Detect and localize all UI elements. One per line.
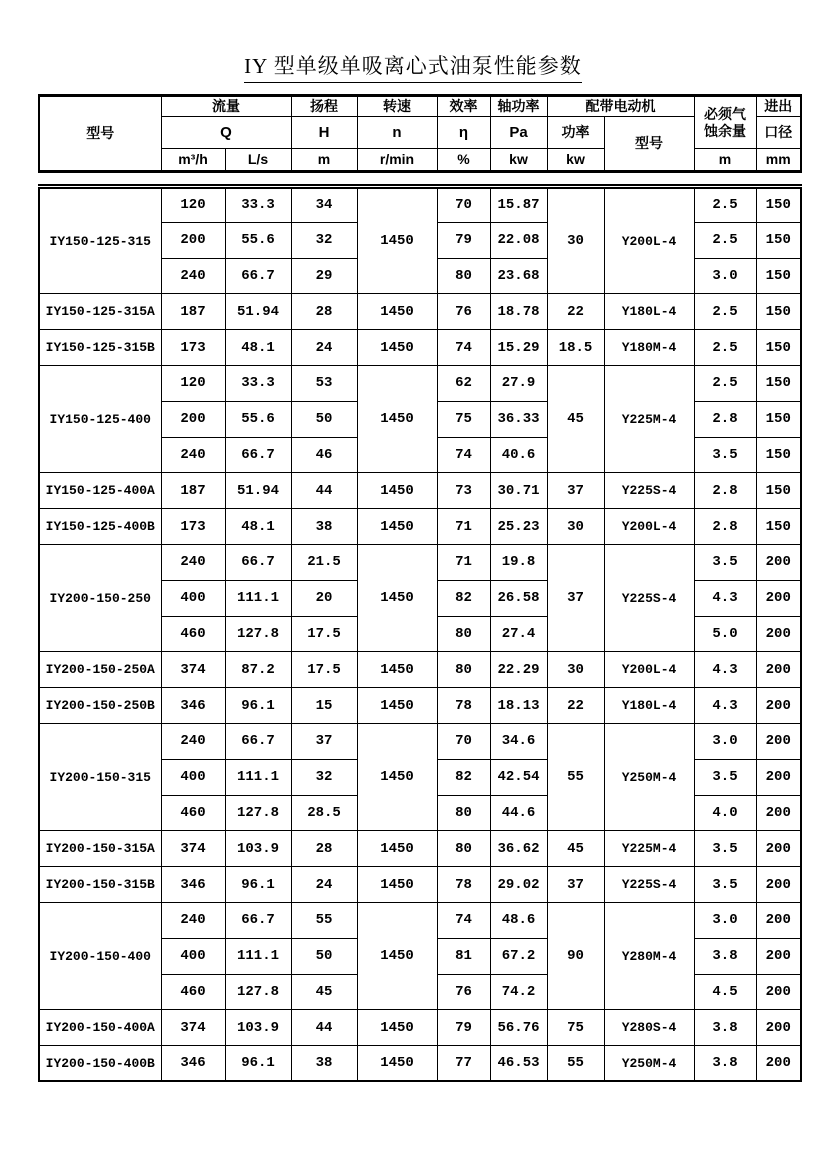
- cell-flow-ls: 48.1: [225, 330, 291, 366]
- cell-flow-ls: 66.7: [225, 902, 291, 938]
- cell-shaft-power-kw: 67.2: [490, 938, 547, 974]
- cell-npsh-m: 3.5: [694, 867, 756, 903]
- cell-efficiency-pct: 81: [437, 938, 490, 974]
- cell-diameter-mm: 200: [756, 1046, 801, 1082]
- header-head-symbol: H: [291, 117, 357, 149]
- cell-flow-m3h: 240: [161, 437, 225, 473]
- cell-speed-rpm: 1450: [357, 1010, 437, 1046]
- cell-motor-model: Y225S-4: [604, 544, 694, 651]
- cell-speed-rpm: 1450: [357, 473, 437, 509]
- cell-head-m: 50: [291, 401, 357, 437]
- cell-flow-m3h: 374: [161, 831, 225, 867]
- cell-efficiency-pct: 80: [437, 258, 490, 294]
- table-row: [39, 902, 801, 938]
- cell-motor-power-kw: 45: [547, 831, 604, 867]
- cell-flow-ls: 33.3: [225, 365, 291, 401]
- cell-head-m: 38: [291, 509, 357, 545]
- cell-pump-model: IY200-150-400A: [39, 1010, 161, 1046]
- cell-motor-power-kw: 90: [547, 902, 604, 1009]
- cell-npsh-m: 4.3: [694, 688, 756, 724]
- cell-diameter-mm: 150: [756, 187, 801, 223]
- cell-head-m: 21.5: [291, 544, 357, 580]
- data-table: [38, 184, 802, 1082]
- cell-motor-model: Y180L-4: [604, 294, 694, 330]
- cell-diameter-mm: 150: [756, 258, 801, 294]
- header-flow-symbol: Q: [161, 117, 291, 149]
- cell-motor-power-kw: 22: [547, 294, 604, 330]
- cell-flow-ls: 103.9: [225, 831, 291, 867]
- cell-flow-ls: 111.1: [225, 759, 291, 795]
- cell-speed-rpm: 1450: [357, 723, 437, 830]
- header-eff-unit: %: [437, 149, 490, 172]
- cell-flow-ls: 111.1: [225, 580, 291, 616]
- cell-flow-m3h: 120: [161, 187, 225, 223]
- cell-flow-ls: 127.8: [225, 795, 291, 831]
- cell-npsh-m: 3.8: [694, 1046, 756, 1082]
- cell-efficiency-pct: 79: [437, 222, 490, 258]
- cell-motor-power-kw: 18.5: [547, 330, 604, 366]
- cell-head-m: 45: [291, 974, 357, 1010]
- cell-diameter-mm: 200: [756, 867, 801, 903]
- cell-pump-model: IY150-125-315B: [39, 330, 161, 366]
- cell-shaft-power-kw: 42.54: [490, 759, 547, 795]
- cell-shaft-power-kw: 22.29: [490, 652, 547, 688]
- cell-diameter-mm: 200: [756, 974, 801, 1010]
- cell-speed-rpm: 1450: [357, 187, 437, 294]
- cell-flow-ls: 87.2: [225, 652, 291, 688]
- cell-pump-model: IY150-125-315A: [39, 294, 161, 330]
- table-row: [39, 330, 801, 366]
- cell-shaft-power-kw: 56.76: [490, 1010, 547, 1046]
- cell-flow-ls: 66.7: [225, 723, 291, 759]
- cell-flow-m3h: 173: [161, 330, 225, 366]
- cell-diameter-mm: 150: [756, 330, 801, 366]
- cell-efficiency-pct: 80: [437, 616, 490, 652]
- cell-flow-ls: 33.3: [225, 187, 291, 223]
- cell-pump-model: IY150-125-400: [39, 365, 161, 472]
- cell-shaft-power-kw: 36.62: [490, 831, 547, 867]
- cell-head-m: 28: [291, 831, 357, 867]
- cell-diameter-mm: 200: [756, 902, 801, 938]
- table-row: [39, 473, 801, 509]
- cell-efficiency-pct: 80: [437, 652, 490, 688]
- cell-motor-power-kw: 55: [547, 723, 604, 830]
- cell-head-m: 37: [291, 723, 357, 759]
- table-row: [39, 1010, 801, 1046]
- cell-diameter-mm: 150: [756, 222, 801, 258]
- cell-shaft-power-kw: 48.6: [490, 902, 547, 938]
- cell-efficiency-pct: 75: [437, 401, 490, 437]
- cell-npsh-m: 4.0: [694, 795, 756, 831]
- cell-npsh-m: 4.3: [694, 580, 756, 616]
- header-motor-power-unit: kw: [547, 149, 604, 172]
- cell-flow-ls: 48.1: [225, 509, 291, 545]
- cell-flow-ls: 127.8: [225, 974, 291, 1010]
- cell-head-m: 17.5: [291, 616, 357, 652]
- cell-efficiency-pct: 73: [437, 473, 490, 509]
- cell-flow-m3h: 460: [161, 795, 225, 831]
- cell-flow-m3h: 187: [161, 294, 225, 330]
- cell-flow-ls: 103.9: [225, 1010, 291, 1046]
- cell-motor-model: Y200L-4: [604, 652, 694, 688]
- cell-efficiency-pct: 70: [437, 723, 490, 759]
- cell-motor-power-kw: 30: [547, 509, 604, 545]
- cell-npsh-m: 3.5: [694, 544, 756, 580]
- table-row: [39, 867, 801, 903]
- cell-diameter-mm: 200: [756, 544, 801, 580]
- cell-flow-m3h: 374: [161, 652, 225, 688]
- cell-head-m: 38: [291, 1046, 357, 1082]
- header-eff-symbol: η: [437, 117, 490, 149]
- cell-flow-m3h: 200: [161, 401, 225, 437]
- table-row: [39, 365, 801, 401]
- cell-diameter-mm: 200: [756, 759, 801, 795]
- table-row: [39, 187, 801, 223]
- cell-shaft-power-kw: 15.29: [490, 330, 547, 366]
- cell-efficiency-pct: 74: [437, 437, 490, 473]
- cell-efficiency-pct: 80: [437, 795, 490, 831]
- cell-motor-power-kw: 30: [547, 652, 604, 688]
- cell-efficiency-pct: 76: [437, 974, 490, 1010]
- cell-npsh-m: 3.0: [694, 723, 756, 759]
- cell-diameter-mm: 150: [756, 437, 801, 473]
- cell-speed-rpm: 1450: [357, 544, 437, 651]
- cell-motor-model: Y180L-4: [604, 688, 694, 724]
- cell-flow-m3h: 240: [161, 258, 225, 294]
- cell-head-m: 32: [291, 222, 357, 258]
- cell-speed-rpm: 1450: [357, 831, 437, 867]
- cell-head-m: 15: [291, 688, 357, 724]
- cell-head-m: 20: [291, 580, 357, 616]
- cell-flow-ls: 51.94: [225, 294, 291, 330]
- cell-shaft-power-kw: 26.58: [490, 580, 547, 616]
- cell-motor-power-kw: 55: [547, 1046, 604, 1082]
- cell-shaft-power-kw: 22.08: [490, 222, 547, 258]
- table-row: [39, 544, 801, 580]
- cell-flow-m3h: 460: [161, 616, 225, 652]
- cell-diameter-mm: 150: [756, 509, 801, 545]
- table-row: [39, 509, 801, 545]
- cell-flow-m3h: 187: [161, 473, 225, 509]
- cell-motor-model: Y280S-4: [604, 1010, 694, 1046]
- cell-motor-model: Y180M-4: [604, 330, 694, 366]
- cell-pump-model: IY200-150-315A: [39, 831, 161, 867]
- cell-diameter-mm: 150: [756, 365, 801, 401]
- cell-flow-ls: 55.6: [225, 222, 291, 258]
- cell-flow-m3h: 346: [161, 1046, 225, 1082]
- cell-npsh-m: 3.5: [694, 437, 756, 473]
- cell-diameter-mm: 200: [756, 652, 801, 688]
- cell-motor-power-kw: 45: [547, 365, 604, 472]
- header-npsh: [694, 96, 756, 149]
- cell-pump-model: IY200-150-250: [39, 544, 161, 651]
- header-eff-group: 效率: [437, 96, 490, 117]
- cell-efficiency-pct: 79: [437, 1010, 490, 1046]
- cell-flow-m3h: 240: [161, 544, 225, 580]
- header-npsh-unit: m: [694, 149, 756, 172]
- cell-flow-m3h: 120: [161, 365, 225, 401]
- cell-flow-m3h: 460: [161, 974, 225, 1010]
- cell-diameter-mm: 200: [756, 795, 801, 831]
- cell-motor-model: Y280M-4: [604, 902, 694, 1009]
- cell-head-m: 50: [291, 938, 357, 974]
- cell-head-m: 29: [291, 258, 357, 294]
- cell-diameter-mm: 200: [756, 580, 801, 616]
- cell-npsh-m: 4.5: [694, 974, 756, 1010]
- cell-motor-power-kw: 37: [547, 544, 604, 651]
- cell-efficiency-pct: 82: [437, 759, 490, 795]
- cell-diameter-mm: 200: [756, 688, 801, 724]
- cell-pump-model: IY200-150-400B: [39, 1046, 161, 1082]
- cell-shaft-power-kw: 18.13: [490, 688, 547, 724]
- cell-npsh-m: 2.5: [694, 222, 756, 258]
- cell-speed-rpm: 1450: [357, 652, 437, 688]
- cell-shaft-power-kw: 40.6: [490, 437, 547, 473]
- cell-pump-model: IY150-125-400A: [39, 473, 161, 509]
- cell-npsh-m: 3.8: [694, 1010, 756, 1046]
- header-motor-group: 配带电动机: [547, 96, 694, 117]
- cell-speed-rpm: 1450: [357, 1046, 437, 1082]
- cell-flow-ls: 66.7: [225, 258, 291, 294]
- cell-shaft-power-kw: 19.8: [490, 544, 547, 580]
- cell-flow-ls: 96.1: [225, 688, 291, 724]
- cell-diameter-mm: 150: [756, 294, 801, 330]
- cell-npsh-m: 3.5: [694, 759, 756, 795]
- cell-npsh-m: 2.5: [694, 294, 756, 330]
- cell-efficiency-pct: 71: [437, 544, 490, 580]
- cell-speed-rpm: 1450: [357, 294, 437, 330]
- cell-shaft-power-kw: 29.02: [490, 867, 547, 903]
- cell-flow-ls: 66.7: [225, 437, 291, 473]
- cell-npsh-m: 3.0: [694, 902, 756, 938]
- cell-motor-model: Y225S-4: [604, 867, 694, 903]
- cell-shaft-power-kw: 25.23: [490, 509, 547, 545]
- cell-pump-model: IY150-125-400B: [39, 509, 161, 545]
- cell-efficiency-pct: 71: [437, 509, 490, 545]
- cell-speed-rpm: 1450: [357, 688, 437, 724]
- cell-efficiency-pct: 74: [437, 330, 490, 366]
- data-table-body: [39, 187, 801, 1082]
- header-npsh-line1: 必须气: [704, 106, 746, 123]
- header-inout-line2: 口径: [756, 117, 801, 149]
- cell-flow-ls: 51.94: [225, 473, 291, 509]
- cell-flow-ls: 96.1: [225, 1046, 291, 1082]
- cell-pump-model: IY150-125-315: [39, 187, 161, 294]
- header-motor-model-label: 型号: [604, 117, 694, 172]
- page-title: IY 型单级单吸离心式油泵性能参数: [244, 50, 582, 83]
- header-speed-unit: r/min: [357, 149, 437, 172]
- cell-head-m: 53: [291, 365, 357, 401]
- header-npsh-line2: 蚀余量: [704, 122, 746, 139]
- cell-motor-model: Y225M-4: [604, 831, 694, 867]
- cell-shaft-power-kw: 44.6: [490, 795, 547, 831]
- cell-head-m: 17.5: [291, 652, 357, 688]
- cell-flow-m3h: 346: [161, 867, 225, 903]
- cell-flow-m3h: 173: [161, 509, 225, 545]
- header-speed-group: 转速: [357, 96, 437, 117]
- header-shaft-unit: kw: [490, 149, 547, 172]
- cell-flow-ls: 111.1: [225, 938, 291, 974]
- table-row: [39, 1046, 801, 1082]
- cell-speed-rpm: 1450: [357, 365, 437, 472]
- cell-speed-rpm: 1450: [357, 509, 437, 545]
- cell-motor-model: Y250M-4: [604, 723, 694, 830]
- cell-head-m: 55: [291, 902, 357, 938]
- header-head-group: 扬程: [291, 96, 357, 117]
- cell-shaft-power-kw: 15.87: [490, 187, 547, 223]
- cell-diameter-mm: 200: [756, 831, 801, 867]
- cell-head-m: 24: [291, 330, 357, 366]
- cell-diameter-mm: 150: [756, 473, 801, 509]
- header-inout-unit: mm: [756, 149, 801, 172]
- cell-efficiency-pct: 74: [437, 902, 490, 938]
- header-shaft-symbol: Pa: [490, 117, 547, 149]
- header-flow-unit-m3h: m³/h: [161, 149, 225, 172]
- cell-motor-model: Y200L-4: [604, 187, 694, 294]
- cell-shaft-power-kw: 30.71: [490, 473, 547, 509]
- cell-flow-ls: 66.7: [225, 544, 291, 580]
- cell-flow-m3h: 240: [161, 902, 225, 938]
- cell-npsh-m: 4.3: [694, 652, 756, 688]
- cell-head-m: 28.5: [291, 795, 357, 831]
- cell-flow-m3h: 400: [161, 938, 225, 974]
- cell-flow-m3h: 374: [161, 1010, 225, 1046]
- cell-head-m: 32: [291, 759, 357, 795]
- header-head-unit: m: [291, 149, 357, 172]
- cell-efficiency-pct: 70: [437, 187, 490, 223]
- cell-efficiency-pct: 76: [437, 294, 490, 330]
- cell-npsh-m: 2.5: [694, 187, 756, 223]
- table-row: [39, 723, 801, 759]
- cell-motor-model: Y225M-4: [604, 365, 694, 472]
- cell-flow-m3h: 200: [161, 222, 225, 258]
- table-row: [39, 688, 801, 724]
- cell-diameter-mm: 200: [756, 616, 801, 652]
- cell-efficiency-pct: 77: [437, 1046, 490, 1082]
- header-row-group: [39, 96, 801, 117]
- cell-shaft-power-kw: 74.2: [490, 974, 547, 1010]
- cell-pump-model: IY200-150-250B: [39, 688, 161, 724]
- cell-efficiency-pct: 78: [437, 867, 490, 903]
- cell-efficiency-pct: 78: [437, 688, 490, 724]
- cell-flow-m3h: 400: [161, 580, 225, 616]
- cell-head-m: 46: [291, 437, 357, 473]
- cell-shaft-power-kw: 23.68: [490, 258, 547, 294]
- cell-efficiency-pct: 82: [437, 580, 490, 616]
- cell-motor-power-kw: 30: [547, 187, 604, 294]
- cell-npsh-m: 2.8: [694, 473, 756, 509]
- cell-diameter-mm: 150: [756, 401, 801, 437]
- cell-pump-model: IY200-150-250A: [39, 652, 161, 688]
- cell-head-m: 44: [291, 1010, 357, 1046]
- header-speed-symbol: n: [357, 117, 437, 149]
- cell-pump-model: IY200-150-315B: [39, 867, 161, 903]
- cell-flow-m3h: 346: [161, 688, 225, 724]
- title-row: [0, 50, 826, 83]
- cell-motor-power-kw: 37: [547, 473, 604, 509]
- cell-shaft-power-kw: 18.78: [490, 294, 547, 330]
- cell-shaft-power-kw: 27.9: [490, 365, 547, 401]
- cell-pump-model: IY200-150-400: [39, 902, 161, 1009]
- table-row: [39, 831, 801, 867]
- cell-npsh-m: 2.8: [694, 509, 756, 545]
- cell-diameter-mm: 200: [756, 723, 801, 759]
- header-table: [38, 94, 802, 173]
- table-row: [39, 294, 801, 330]
- cell-speed-rpm: 1450: [357, 867, 437, 903]
- cell-npsh-m: 2.5: [694, 330, 756, 366]
- cell-npsh-m: 2.8: [694, 401, 756, 437]
- header-shaft-group: 轴功率: [490, 96, 547, 117]
- cell-shaft-power-kw: 34.6: [490, 723, 547, 759]
- cell-flow-ls: 55.6: [225, 401, 291, 437]
- header-flow-group: 流量: [161, 96, 291, 117]
- cell-head-m: 28: [291, 294, 357, 330]
- cell-motor-power-kw: 75: [547, 1010, 604, 1046]
- cell-flow-ls: 96.1: [225, 867, 291, 903]
- header-inout-line1: 进出: [756, 96, 801, 117]
- cell-flow-m3h: 240: [161, 723, 225, 759]
- cell-speed-rpm: 1450: [357, 902, 437, 1009]
- cell-npsh-m: 2.5: [694, 365, 756, 401]
- cell-motor-model: Y225S-4: [604, 473, 694, 509]
- header-pump-model: 型号: [39, 96, 161, 172]
- cell-flow-ls: 127.8: [225, 616, 291, 652]
- cell-diameter-mm: 200: [756, 938, 801, 974]
- cell-head-m: 24: [291, 867, 357, 903]
- cell-efficiency-pct: 80: [437, 831, 490, 867]
- cell-shaft-power-kw: 27.4: [490, 616, 547, 652]
- cell-npsh-m: 3.8: [694, 938, 756, 974]
- cell-head-m: 44: [291, 473, 357, 509]
- cell-npsh-m: 3.5: [694, 831, 756, 867]
- cell-motor-power-kw: 22: [547, 688, 604, 724]
- header-motor-power-label: 功率: [547, 117, 604, 149]
- cell-shaft-power-kw: 46.53: [490, 1046, 547, 1082]
- cell-motor-power-kw: 37: [547, 867, 604, 903]
- cell-diameter-mm: 200: [756, 1010, 801, 1046]
- cell-motor-model: Y250M-4: [604, 1046, 694, 1082]
- cell-pump-model: IY200-150-315: [39, 723, 161, 830]
- cell-efficiency-pct: 62: [437, 365, 490, 401]
- cell-flow-m3h: 400: [161, 759, 225, 795]
- table-row: [39, 652, 801, 688]
- cell-shaft-power-kw: 36.33: [490, 401, 547, 437]
- header-flow-unit-ls: L/s: [225, 149, 291, 172]
- cell-speed-rpm: 1450: [357, 330, 437, 366]
- cell-npsh-m: 5.0: [694, 616, 756, 652]
- cell-npsh-m: 3.0: [694, 258, 756, 294]
- cell-head-m: 34: [291, 187, 357, 223]
- cell-motor-model: Y200L-4: [604, 509, 694, 545]
